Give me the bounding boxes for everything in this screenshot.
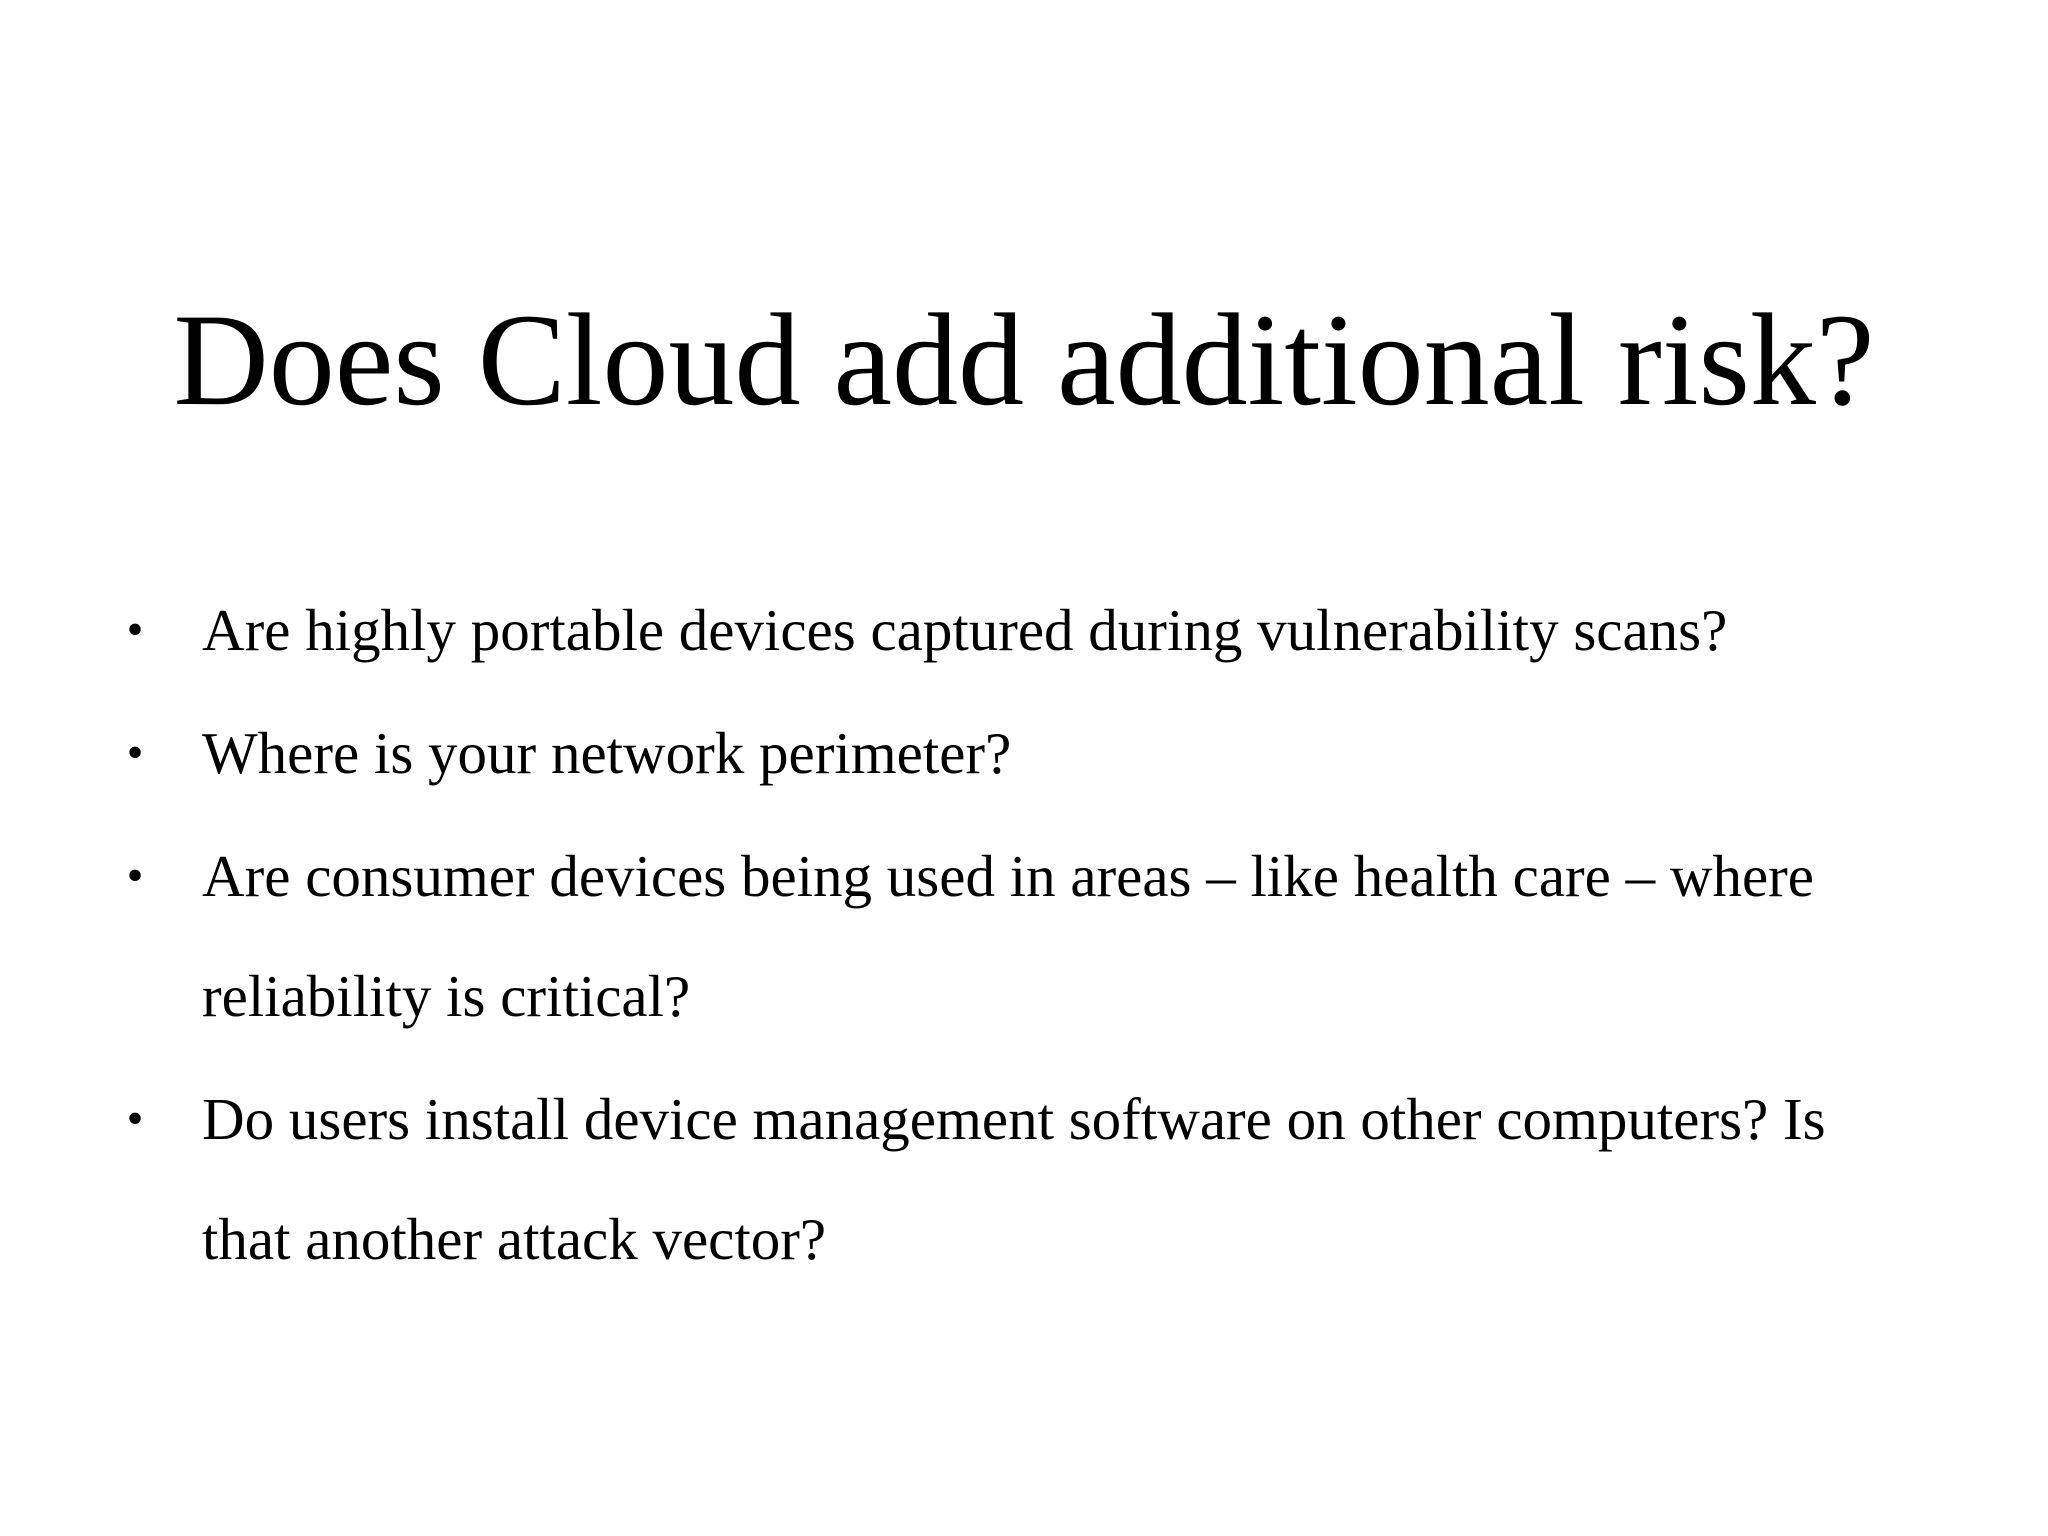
bullet-text: Are highly portable devices captured during vulnerability scans? <box>202 597 1728 663</box>
bullet-dot-icon: • <box>126 1092 144 1145</box>
bullet-dot-icon: • <box>126 726 144 779</box>
slide-title: Does Cloud add additional risk? <box>173 286 1875 433</box>
bullet-item <box>0 1059 2048 1299</box>
bullet-text: Do users install device management software on other computers? Is that another attack vector? <box>202 1086 1826 1272</box>
bullet-dot-icon: • <box>126 603 144 656</box>
bullet-text: Where is your network perimeter? <box>202 720 1012 786</box>
bullet-list <box>0 570 2048 1302</box>
bullet-item <box>0 693 2048 813</box>
bullet-item <box>0 816 2048 1056</box>
bullet-item <box>0 570 2048 690</box>
bullet-text: Are consumer devices being used in areas – like health care – where reliability is critical? <box>202 843 1814 1029</box>
bullet-dot-icon: • <box>126 849 144 902</box>
